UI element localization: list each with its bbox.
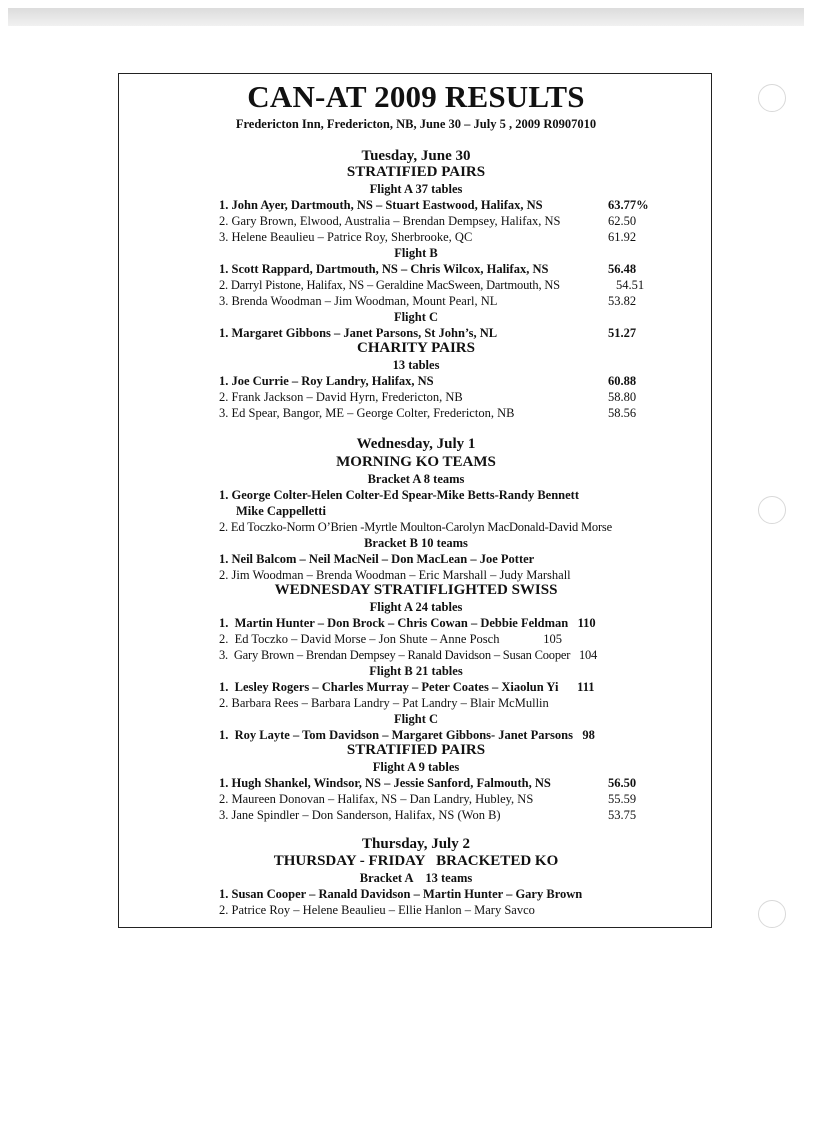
result-line: 2. Barbara Rees – Barbara Landry – Pat Landry – Blair McMullin (219, 696, 549, 710)
result-line: 1. Susan Cooper – Ranald Davidson – Martin Hunter – Gary Brown (219, 887, 583, 901)
bracket-heading: Bracket A 8 teams (367, 472, 465, 486)
result-score: 54.51 (616, 278, 645, 292)
result-line: 1. Margaret Gibbons – Janet Parsons, St John’s, NL (219, 326, 498, 340)
result-line: 1. Neil Balcom – Neil MacNeil – Don MacLean – Joe Potter (219, 552, 535, 566)
result-score: 51.27 (608, 326, 637, 340)
result-line: 3. Jane Spindler – Don Sanderson, Halifax, NS (Won B) (219, 808, 501, 822)
flight-heading: Flight A 24 tables (369, 600, 463, 614)
result-line: Mike Cappelletti (236, 504, 326, 518)
result-line: 2. Frank Jackson – David Hyrn, Fredericton, NB (219, 390, 463, 404)
page-subtitle: Fredericton Inn, Fredericton, NB, June 30 – July 5 , 2009 R0907010 (235, 117, 597, 131)
result-line: 1. George Colter-Helen Colter-Ed Spear-Mike Betts-Randy Bennett (219, 488, 579, 502)
result-line: 1. Joe Currie – Roy Landry, Halifax, NS (219, 374, 434, 388)
flight-heading: Flight B (394, 246, 438, 260)
day-heading: Thursday, July 2 (362, 836, 470, 852)
section-heading: WEDNESDAY STRATIFLIGHTED SWISS (274, 582, 558, 598)
result-line: 3. Helene Beaulieu – Patrice Roy, Sherbrooke, QC (219, 230, 473, 244)
result-line: 1. John Ayer, Dartmouth, NS – Stuart Eastwood, Halifax, NS (219, 198, 543, 212)
section-heading: THURSDAY - FRIDAY BRACKETED KO (273, 853, 559, 869)
result-score: 60.88 (608, 374, 637, 388)
result-score: 55.59 (608, 792, 637, 806)
result-line: 2. Maureen Donovan – Halifax, NS – Dan Landry, Hubley, NS (219, 792, 534, 806)
result-line: 3. Brenda Woodman – Jim Woodman, Mount Pearl, NL (219, 294, 498, 308)
section-heading: CHARITY PAIRS (357, 340, 475, 356)
day-heading: Tuesday, June 30 (361, 148, 471, 164)
result-score: 53.75 (608, 808, 637, 822)
result-line: 1. Martin Hunter – Don Brock – Chris Cowan – Debbie Feldman 110 (219, 616, 596, 630)
result-line: 1. Roy Layte – Tom Davidson – Margaret Gibbons- Janet Parsons 98 (219, 728, 595, 742)
result-line: 2. Jim Woodman – Brenda Woodman – Eric Marshall – Judy Marshall (219, 568, 571, 582)
result-score: 62.50 (608, 214, 637, 228)
result-score: 56.48 (608, 262, 637, 276)
result-line: 2. Patrice Roy – Helene Beaulieu – Ellie Hanlon – Mary Savco (219, 903, 535, 917)
result-line: 2. Ed Toczko-Norm O’Brien -Myrtle Moulton-Carolyn MacDonald-David Morse (219, 520, 612, 534)
page-title: CAN-AT 2009 RESULTS (247, 79, 585, 114)
result-line: 1. Hugh Shankel, Windsor, NS – Jessie Sanford, Falmouth, NS (219, 776, 551, 790)
result-line: 2. Ed Toczko – David Morse – Jon Shute – Anne Posch 105 (219, 632, 562, 646)
results-page (118, 73, 712, 928)
result-line: 3. Ed Spear, Bangor, ME – George Colter, Fredericton, NB (219, 406, 515, 420)
result-line: 1. Lesley Rogers – Charles Murray – Peter Coates – Xiaolun Yi 111 (219, 680, 595, 694)
bracket-heading: Bracket A 13 teams (359, 871, 473, 885)
result-score: 53.82 (608, 294, 637, 308)
result-line: 3. Gary Brown – Brendan Dempsey – Ranald Davidson – Susan Cooper 104 (219, 648, 598, 662)
section-heading: MORNING KO TEAMS (336, 454, 496, 470)
result-score: 58.80 (608, 390, 637, 404)
result-score: 63.77% (608, 198, 649, 212)
scan-edge (8, 8, 804, 26)
flight-heading: Flight C (393, 310, 439, 324)
flight-heading: Flight B 21 tables (369, 664, 463, 678)
punch-hole (758, 496, 786, 524)
result-line: 2. Gary Brown, Elwood, Australia – Brendan Dempsey, Halifax, NS (219, 214, 561, 228)
flight-heading: Flight A 9 tables (372, 760, 460, 774)
section-heading: STRATIFIED PAIRS (346, 164, 486, 180)
result-score: 56.50 (608, 776, 637, 790)
result-line: 1. Scott Rappard, Dartmouth, NS – Chris Wilcox, Halifax, NS (219, 262, 549, 276)
result-line: 2. Darryl Pistone, Halifax, NS – Geraldine MacSween, Dartmouth, NS (219, 278, 560, 292)
punch-hole (758, 900, 786, 928)
flight-heading: Flight C (393, 712, 439, 726)
section-heading: STRATIFIED PAIRS (346, 742, 486, 758)
day-heading: Wednesday, July 1 (356, 436, 476, 452)
result-score: 58.56 (608, 406, 637, 420)
flight-heading: Flight A 37 tables (369, 182, 463, 196)
result-score: 61.92 (608, 230, 637, 244)
tables-count: 13 tables (392, 358, 440, 372)
punch-hole (758, 84, 786, 112)
bracket-heading: Bracket B 10 teams (364, 536, 468, 550)
